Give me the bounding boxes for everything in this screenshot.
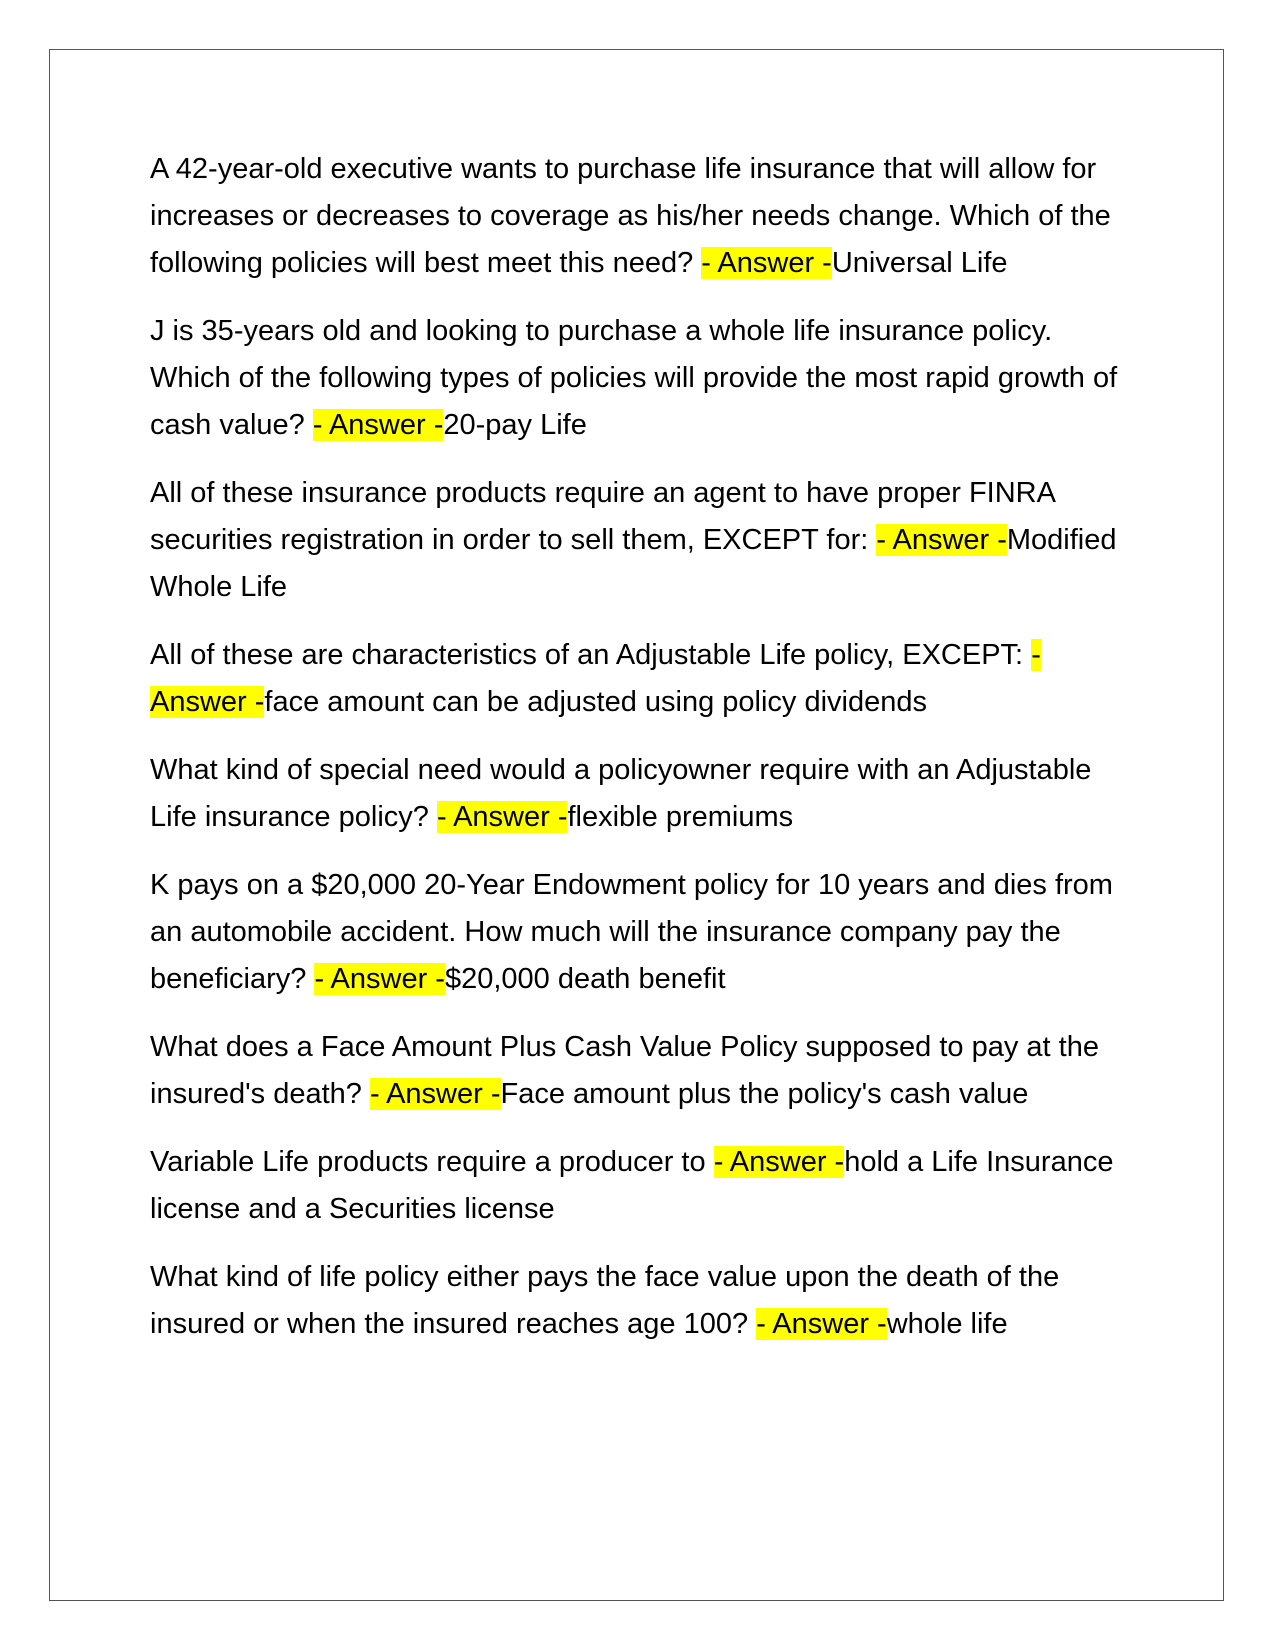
qa-item [150, 470, 1140, 611]
question-text: What does a Face Amount Plus Cash Value Policy supposed to pay at the insured's death? [150, 1031, 1099, 1110]
question-text: K pays on a $20,000 20-Year Endowment policy for 10 years and dies from an automobile accident. How much will the insurance company pay the beneficiary? [150, 869, 1113, 995]
answer-marker: - Answer - [713, 1146, 845, 1178]
answer-marker: - Answer - [701, 247, 832, 279]
qa-item [150, 862, 1140, 1003]
question-text: A 42-year-old executive wants to purchase life insurance that will allow for increases or decreases to coverage as his/her needs change. Which of the following policies will best meet this need? [150, 153, 1111, 279]
qa-item [150, 146, 1140, 287]
question-text: J is 35-years old and looking to purchase a whole life insurance policy. Which of the following types of policies will provide the most rapid growth of cash value? [150, 315, 1118, 441]
answer-marker: - Answer - [876, 524, 1007, 556]
question-text: What kind of special need would a policyowner require with an Adjustable Life insurance policy? [150, 754, 1092, 833]
answer-marker: - Answer - [436, 801, 568, 833]
answer-marker: - Answer - [756, 1308, 887, 1340]
answer-text: 20-pay Life [443, 409, 587, 441]
question-text: Variable Life products require a producer to [150, 1146, 714, 1178]
answer-text: $20,000 death benefit [444, 963, 726, 995]
answer-text: whole life [886, 1308, 1008, 1340]
answer-marker: - Answer - [312, 409, 444, 441]
qa-item [150, 1024, 1140, 1118]
question-text: All of these insurance products require an agent to have proper FINRA securities registration in order to sell them, EXCEPT for: [150, 477, 1055, 556]
answer-marker: - Answer - [314, 963, 445, 995]
question-text: What kind of life policy either pays the face value upon the death of the insured or when the insured reaches age 100? [150, 1261, 1060, 1340]
qa-item [150, 1254, 1140, 1348]
question-text: All of these are characteristics of an Adjustable Life policy, EXCEPT: [150, 639, 1032, 671]
qa-item [150, 747, 1140, 841]
answer-text: face amount can be adjusted using policy dividends [264, 686, 928, 718]
answer-text: hold a Life Insurance license and a Securities license [150, 1146, 1114, 1225]
answer-marker: - Answer - [369, 1078, 501, 1110]
qa-item [150, 1139, 1140, 1233]
answer-text: flexible premiums [567, 801, 794, 833]
qa-document [150, 146, 1140, 1369]
answer-marker: - Answer - [150, 639, 1041, 718]
answer-text: Universal Life [831, 247, 1008, 279]
qa-item [150, 308, 1140, 449]
qa-item [150, 632, 1140, 726]
answer-text: Modified Whole Life [150, 524, 1117, 603]
answer-text: Face amount plus the policy's cash value [500, 1078, 1029, 1110]
